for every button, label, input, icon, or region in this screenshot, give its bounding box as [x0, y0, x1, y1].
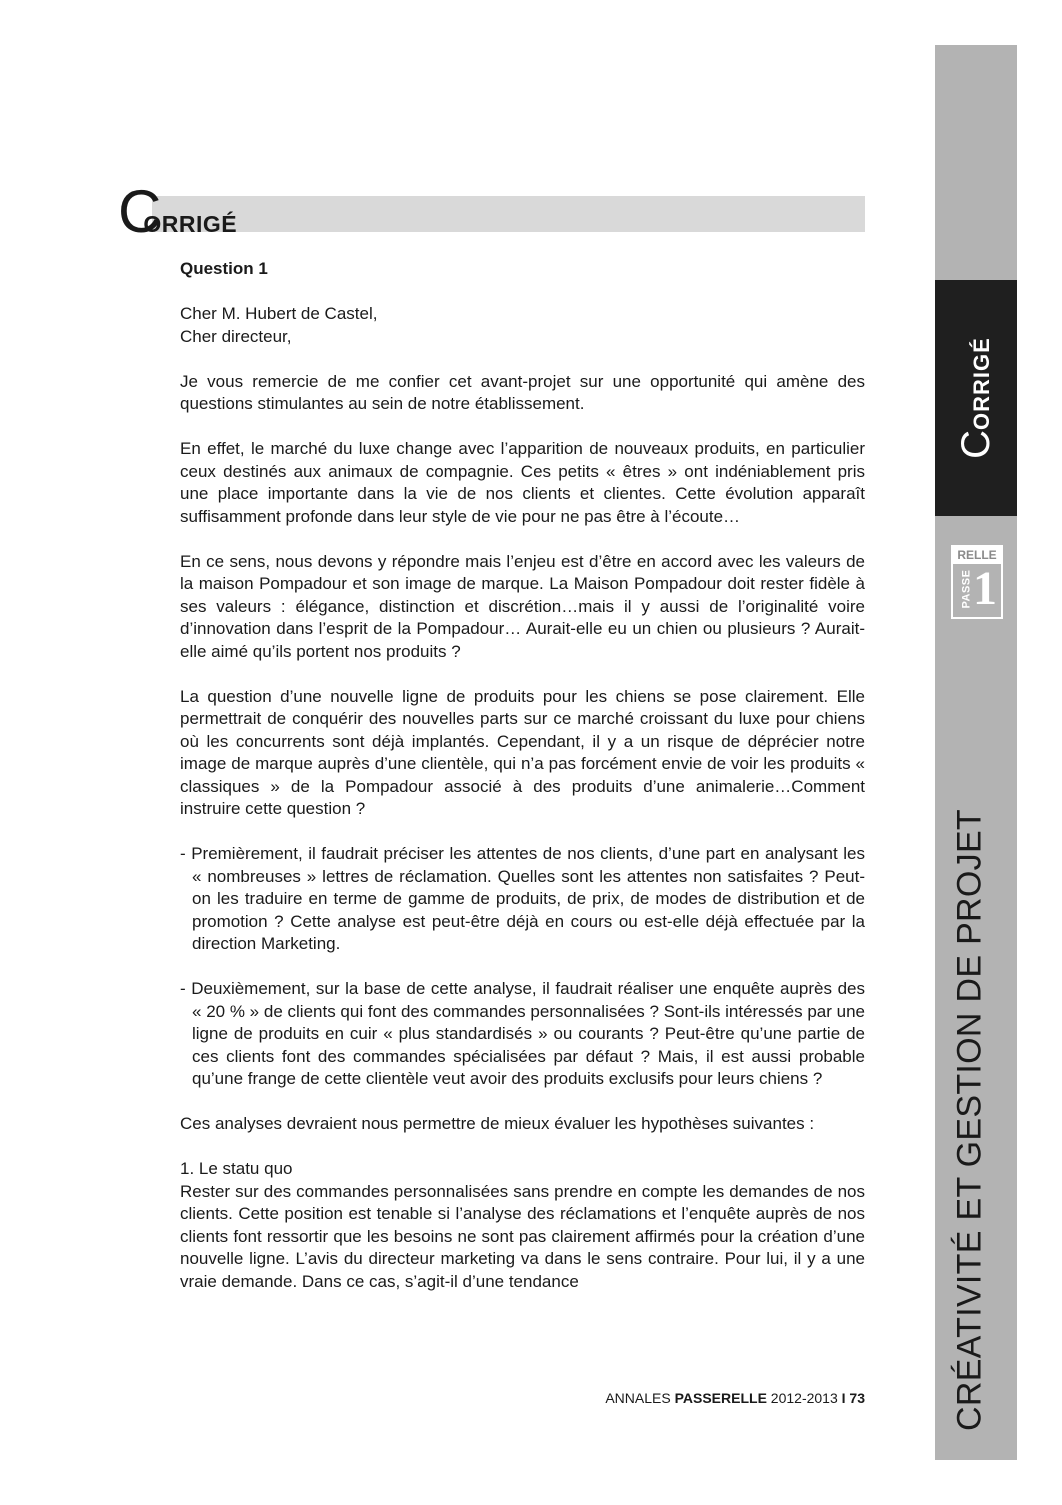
heading-initial: C: [118, 178, 162, 245]
logo-side-text: PASSE: [960, 569, 973, 609]
greeting-line-1: Cher M. Hubert de Castel,: [180, 304, 378, 323]
heading-band: [152, 196, 865, 232]
paragraph-1: Je vous remercie de me confier cet avant-projet sur une opportunité qui amène des questions stimulantes au sein de notre établissement.: [180, 371, 865, 413]
greeting-line-2: Cher directeur,: [180, 326, 292, 346]
page-footer: [480, 1390, 865, 1406]
passerelle-logo: [951, 545, 1003, 619]
side-chapter-title: CRÉATIVITÉ ET GESTION DE PROJET: [950, 808, 989, 1432]
side-label-rest: ORRIGÉ: [969, 337, 994, 430]
logo-number: 1: [973, 562, 997, 615]
section-heading: [118, 178, 238, 245]
paragraph-2: En effet, le marché du luxe change avec l’apparition de nouveaux produits, en particulier ceux destinés aux animaux de compagnie. Ces petits « êtres » ont indéniablement pris une place importante dans la vie de nos clients et clientes. Cette évolution apparaît suffisamment profonde dans leur style de vie pour ne pas être à l’écoute…: [180, 439, 865, 526]
article-body: [180, 258, 865, 1316]
logo-top-text: RELLE: [953, 547, 1001, 564]
paragraph-3: En ce sens, nous devons y répondre mais l’enjeu est d’être en accord avec les valeurs de la maison Pompadour et son image de marque. La Maison Pompadour doit rester fidèle à ses valeurs : élégance, distinction et discrétion…mais il y aussi de l’originalité voire d’innovation dans l’esprit de la Pompadour… Aurait-elle eu un chien ou plusieurs ? Aurait-elle aimé qu’ils portent nos produits ?: [180, 551, 865, 661]
bullet-item-1: - Premièrement, il faudrait préciser les attentes de nos clients, d’une part en analysant les « nombreuses » lettres de réclamation. Quelles sont les attentes non satisfaites ? Peut-on les traduire en terme de gamme de produits, de prix, de modes de distribution et de promotion ? Cette analyse est peut-être déjà en cours ou est-elle déjà effectuée par la direction Marketing.: [180, 844, 865, 953]
numbered-item-text: Rester sur des commandes personnalisées sans prendre en compte les demandes de nos clients. Cette position est tenable si l’analyse des réclamations et l’enquête auprès de nos clients font ressortir que les besoins ne sont pas clairement affirmés pour la création d’une nouvelle ligne. L’avis du directeur marketing va dans le sens contraire. Pour lui, il y a une vraie demande. Dans ce cas, s’agit-il d’une tendance: [180, 1181, 865, 1291]
question-title: Question 1: [180, 259, 268, 278]
paragraph-4: La question d’une nouvelle ligne de produits pour les chiens se pose clairement. Elle permettrait de conquérir des nouvelles parts sur ce marché croissant du luxe pour chiens où les concurrents sont déjà implantés. Cependant, il y a un risque de déprécier notre image de marque auprès d’une clientèle, qui n’a pas forcément envie de voir les produits « classiques » de la Pompadour associé à des produits d’une animalerie…Comment instruire cette question ?: [180, 686, 865, 818]
heading-rest: ORRIGÉ: [143, 211, 238, 237]
side-section-label: [956, 337, 996, 459]
footer-years: 2012-2013: [770, 1390, 838, 1406]
numbered-item-title: 1. Le statu quo: [180, 1159, 293, 1178]
footer-annales: ANNALES: [605, 1390, 671, 1406]
footer-passerelle: PASSERELLE: [674, 1390, 767, 1406]
page-number: 73: [849, 1390, 865, 1406]
footer-separator: I: [841, 1390, 846, 1406]
paragraph-5: Ces analyses devraient nous permettre de mieux évaluer les hypothèses suivantes :: [180, 1114, 815, 1133]
bullet-item-2: - Deuxièmement, sur la base de cette analyse, il faudrait réaliser une enquête auprès des « 20 % » de clients qui font des commandes personnalisées ? Sont-ils intéressés par une ligne de produits en cuir « plus standardisés » ou courants ? Peut-être qu’une partie de ces clients font des commandes spécialisées par défaut ? Mais, il est aussi probable qu’une frange de cette clientèle veut avoir des produits exclusifs pour leurs chiens ?: [180, 979, 865, 1088]
side-label-initial: C: [954, 429, 998, 459]
